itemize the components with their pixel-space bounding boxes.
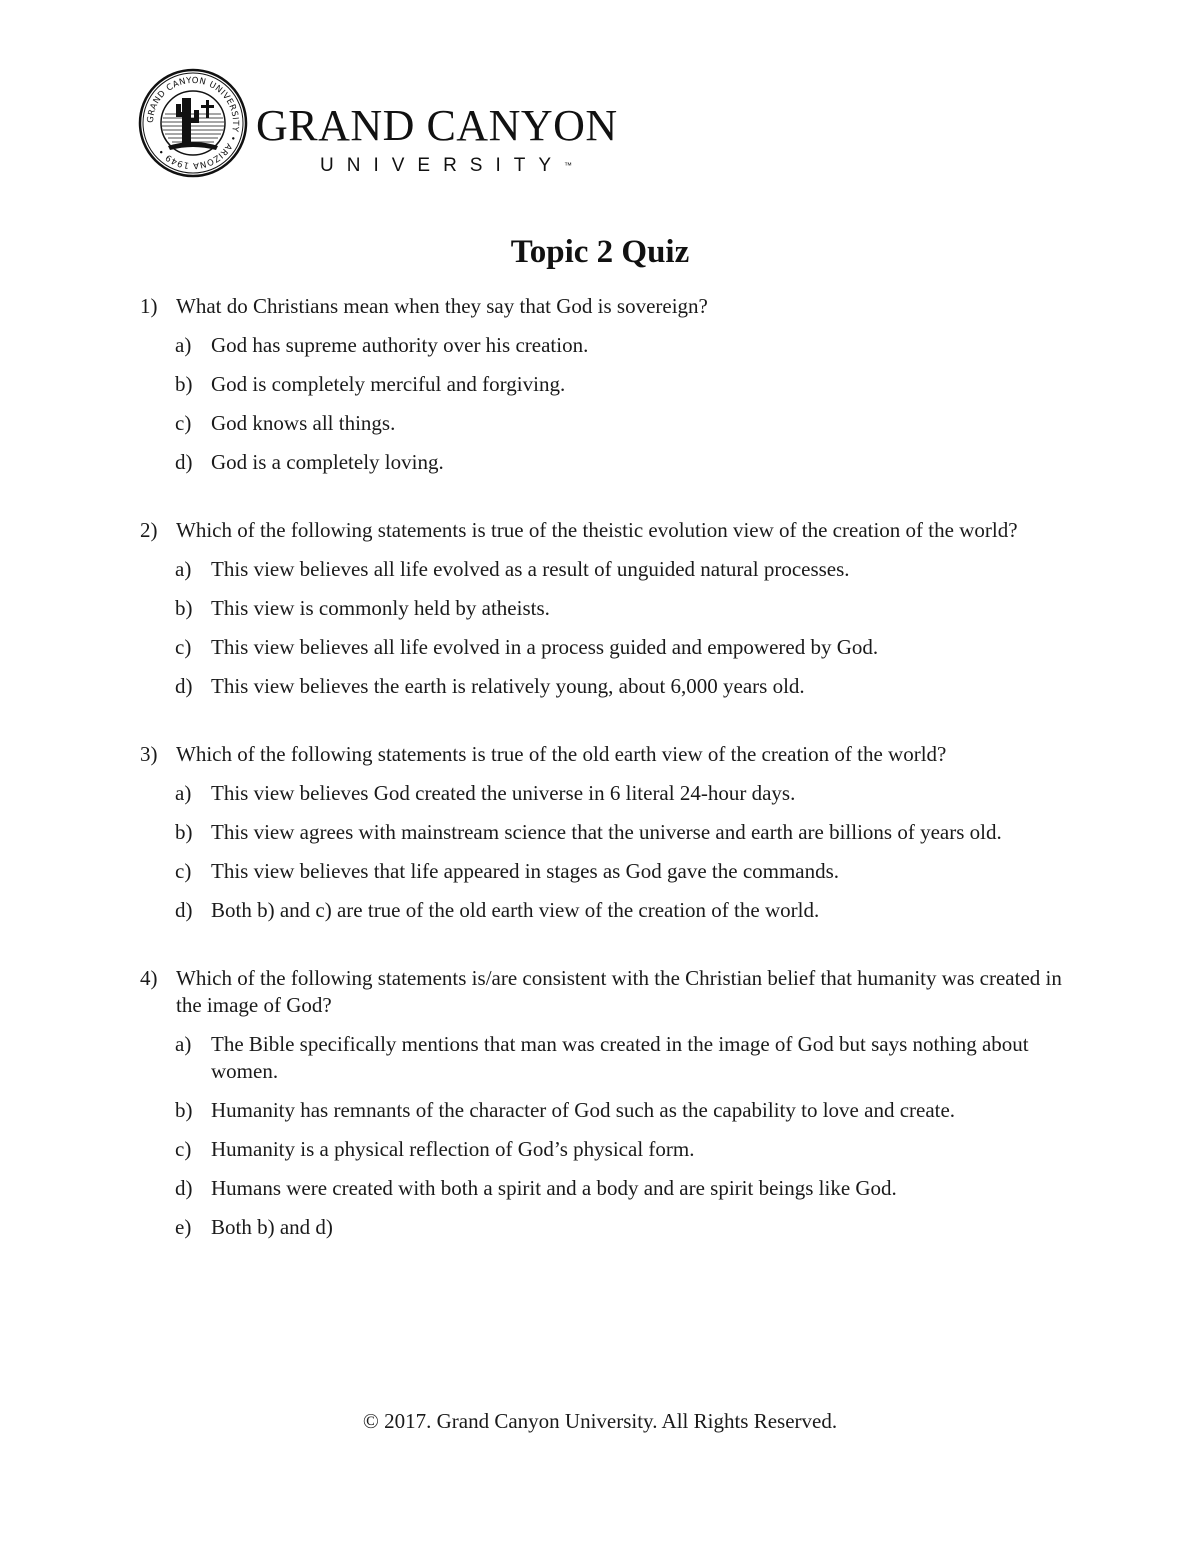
option-text: God has supreme authority over his creation.: [211, 333, 589, 357]
question-text: Which of the following statements is/are consistent with the Christian belief that humanity was created in the image of God?: [176, 966, 1062, 1017]
option-text: Humanity is a physical reflection of God’s physical form.: [211, 1137, 695, 1161]
trademark-symbol: ™: [564, 161, 573, 170]
option-text: This view believes the earth is relatively young, about 6,000 years old.: [211, 674, 805, 698]
answer-option: [175, 673, 1070, 700]
option-letter: c): [175, 859, 192, 883]
option-letter: a): [175, 557, 192, 581]
option-text: This view believes all life evolved as a result of unguided natural processes.: [211, 557, 850, 581]
answer-option: [175, 858, 1070, 885]
answer-option: [175, 556, 1070, 583]
university-logo: [138, 68, 628, 178]
university-seal-icon: [138, 68, 248, 178]
answer-option: [175, 332, 1070, 359]
question-row: [140, 515, 1070, 544]
seal-text: GRAND CANYON UNIVERSITY • ARIZONA 1949 •: [145, 75, 241, 171]
option-letter: d): [175, 1176, 193, 1200]
answer-options: [140, 556, 1070, 700]
option-letter: c): [175, 411, 192, 435]
answer-option: [175, 371, 1070, 398]
question-number: 1): [140, 294, 158, 318]
answer-option: [175, 449, 1070, 476]
answer-option: [175, 1136, 1070, 1163]
option-letter: d): [175, 674, 193, 698]
quiz-body: [140, 291, 1070, 1280]
university-wordmark: [256, 101, 628, 176]
option-text: Both b) and c) are true of the old earth view of the creation of the world.: [211, 898, 820, 922]
option-text: This view is commonly held by atheists.: [211, 596, 550, 620]
option-text: God is completely merciful and forgiving.: [211, 372, 566, 396]
option-text: Both b) and d): [211, 1215, 333, 1239]
question-text: Which of the following statements is true of the old earth view of the creation of the world?: [176, 742, 947, 766]
answer-option: [175, 897, 1070, 924]
copyright-footer: © 2017. Grand Canyon University. All Rights Reserved.: [362, 1409, 838, 1433]
option-text: Humans were created with both a spirit and a body and are spirit beings like God.: [211, 1176, 897, 1200]
option-text: This view believes God created the universe in 6 literal 24-hour days.: [211, 781, 796, 805]
option-letter: a): [175, 333, 192, 357]
option-letter: c): [175, 1137, 192, 1161]
answer-options: [140, 1031, 1070, 1241]
answer-option: [175, 410, 1070, 437]
option-letter: a): [175, 781, 192, 805]
option-text: This view believes all life evolved in a process guided and empowered by God.: [211, 635, 879, 659]
wordmark-line-2: [320, 156, 572, 176]
answer-option: [175, 819, 1070, 846]
answer-options: [140, 780, 1070, 924]
page-title: Topic 2 Quiz: [510, 234, 690, 270]
question-number: 4): [140, 966, 158, 990]
question-row: [140, 963, 1070, 1019]
option-letter: a): [175, 1032, 192, 1056]
option-text: The Bible specifically mentions that man was created in the image of God but says nothing about women.: [211, 1032, 1029, 1083]
question-text: What do Christians mean when they say that God is sovereign?: [176, 294, 708, 318]
option-text: This view agrees with mainstream science that the universe and earth are billions of years old.: [211, 820, 1002, 844]
wordmark-line-1: GRAND CANYON: [256, 101, 618, 150]
question-row: [140, 291, 1070, 320]
option-text: Humanity has remnants of the character of God such as the capability to love and create.: [211, 1098, 956, 1122]
question-row: [140, 739, 1070, 768]
option-letter: b): [175, 596, 193, 620]
question-text: Which of the following statements is true of the theistic evolution view of the creation of the world?: [176, 518, 1018, 542]
answer-option: [175, 780, 1070, 807]
option-letter: b): [175, 1098, 193, 1122]
option-letter: e): [175, 1215, 192, 1239]
option-letter: b): [175, 372, 193, 396]
answer-option: [175, 1175, 1070, 1202]
question-number: 3): [140, 742, 158, 766]
answer-options: [140, 332, 1070, 476]
answer-option: [175, 1214, 1070, 1241]
option-text: This view believes that life appeared in stages as God gave the commands.: [211, 859, 840, 883]
answer-option: [175, 1031, 1070, 1085]
answer-option: [175, 1097, 1070, 1124]
option-letter: c): [175, 635, 192, 659]
question-3: [140, 739, 1070, 924]
option-text: God is a completely loving.: [211, 450, 444, 474]
question-4: [140, 963, 1070, 1241]
answer-option: [175, 634, 1070, 661]
answer-option: [175, 595, 1070, 622]
option-letter: b): [175, 820, 193, 844]
question-number: 2): [140, 518, 158, 542]
option-letter: d): [175, 898, 193, 922]
question-1: [140, 291, 1070, 476]
wordmark-university: UNIVERSITY: [320, 155, 565, 176]
option-letter: d): [175, 450, 193, 474]
option-text: God knows all things.: [211, 411, 396, 435]
question-2: [140, 515, 1070, 700]
